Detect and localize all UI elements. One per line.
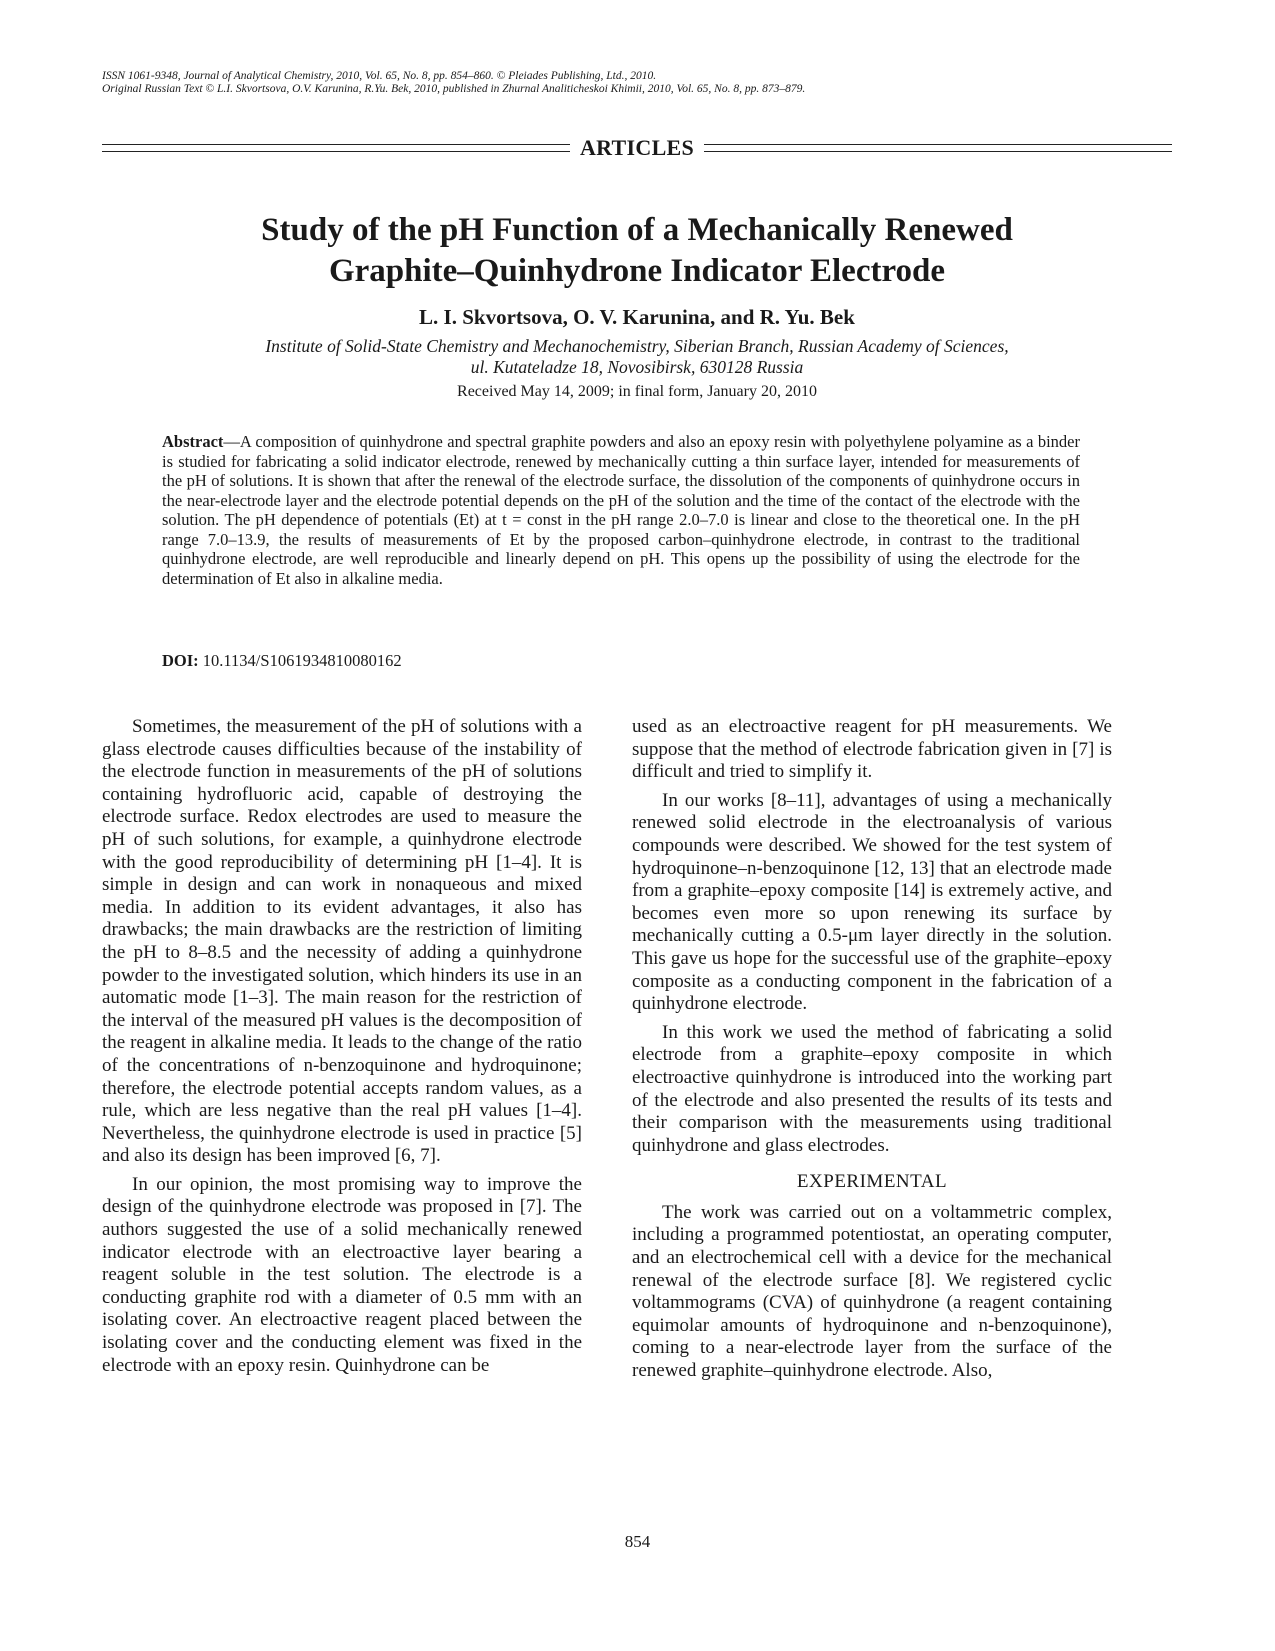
abstract-lead: Abstract — [162, 432, 224, 451]
section-rule-right — [704, 144, 1172, 152]
right-paragraph-4: The work was carried out on a voltammetric complex, including a programmed potentiostat, an operating computer, and an electrochemical cell with a device for the mechanical renewal of the electrode surface [8]. We registered cyclic voltammograms (CVA) of quinhydrone (a reagent containing equimolar amounts of hydroquinone and n-benzoquinone), coming to a near-electrode layer from the surface of the renewed graphite–quinhydrone electrode. Also, — [632, 1201, 1112, 1382]
journal-header-line2: Original Russian Text © L.I. Skvortsova, O.V. Karunina, R.Yu. Bek, 2010, published in Zhurnal Analiticheskoi Khimii, 2010, Vol. 65, No. 8, pp. 873–879. — [102, 83, 806, 95]
abstract — [162, 432, 1080, 588]
affiliation-line2: ul. Kutateladze 18, Novosibirsk, 630128 Russia — [470, 357, 804, 377]
doi — [162, 651, 1080, 671]
left-paragraph-2: In our opinion, the most promising way to improve the design of the quinhydrone electrode was proposed in [7]. The authors suggested the use of a solid mechanically renewed indicator electrode with an electroactive layer bearing a reagent soluble in the test solution. The electrode is a conducting graphite rod with a diameter of 0.5 mm with an isolating cover. An electroactive reagent placed between the isolating cover and the conducting element was fixed in the electrode with an epoxy resin. Quinhydrone can be — [102, 1173, 582, 1376]
doi-lead: DOI: — [162, 651, 199, 670]
journal-header-line1: ISSN 1061-9348, Journal of Analytical Chemistry, 2010, Vol. 65, No. 8, pp. 854–860. © Pleiades Publishing, Ltd., 2010. — [102, 70, 657, 82]
journal-header — [102, 70, 1182, 96]
page-number: 854 — [624, 1532, 651, 1551]
affiliation — [102, 336, 1172, 378]
authors: L. I. Skvortsova, O. V. Karunina, and R. Yu. Bek — [419, 305, 855, 329]
right-paragraph-2: In our works [8–11], advantages of using a mechanically renewed solid electrode in the electroanalysis of various compounds were described. We showed for the test system of hydroquinone–n-benzoquinone [12, 13] that an electrode made from a graphite–epoxy composite [14] is extremely active, and becomes even more so upon renewing its surface by mechanically cutting a 0.5-μm layer directly in the solution. This gave us hope for the successful use of the graphite–epoxy composite as a conducting component in the fabrication of a quinhydrone electrode. — [632, 789, 1112, 1015]
left-column — [102, 716, 582, 1383]
paper-title-line2: Graphite–Quinhydrone Indicator Electrode — [328, 253, 946, 289]
section-heading-experimental: EXPERIMENTAL — [796, 1171, 948, 1193]
paper-title — [102, 210, 1172, 292]
right-paragraph-1: used as an electroactive reagent for pH measurements. We suppose that the method of electrode fabrication given in [7] is difficult and tried to simplify it. — [632, 716, 1112, 783]
abstract-text: —A composition of quinhydrone and spectral graphite powders and also an epoxy resin with polyethylene polyamine as a binder is studied for fabricating a solid indicator electrode, renewed by mechanically cutting a thin surface layer, intended for measurements of the pH of solutions. It is shown that after the renewal of the electrode surface, the dissolution of the components of quinhydrone occurs in the near-electrode layer and the electrode potential depends on the pH of the solution and the time of the contact of the electrode with the solution. The pH dependence of potentials (Et) at t = const in the pH range 2.0–7.0 is linear and close to the theoretical one. In the pH range 7.0–13.9, the results of measurements of Et by the proposed carbon–quinhydrone electrode, in contrast to the traditional quinhydrone electrode, are well reproducible and linearly depend on pH. This opens up the possibility of using the electrode for the determination of Et also in alkaline media. — [162, 432, 1080, 588]
affiliation-line1: Institute of Solid-State Chemistry and Mechanochemistry, Siberian Branch, Russian Academy of Sciences, — [265, 336, 1009, 356]
doi-value: 10.1134/S1061934810080162 — [202, 651, 402, 670]
right-paragraph-3: In this work we used the method of fabricating a solid electrode from a graphite–epoxy composite in which electroactive quinhydrone is introduced into the working part of the electrode and also presented the results of its tests and their comparison with the measurements using traditional quinhydrone and glass electrodes. — [632, 1021, 1112, 1156]
right-column — [632, 716, 1112, 1389]
section-rule-left — [102, 144, 570, 152]
received-dates: Received May 14, 2009; in final form, January 20, 2010 — [457, 383, 817, 400]
section-label: ARTICLES — [579, 135, 695, 160]
left-paragraph-1: Sometimes, the measurement of the pH of solutions with a glass electrode causes difficulties because of the instability of the electrode function in measurements of the pH of solutions containing hydrofluoric acid, capable of destroying the electrode surface. Redox electrodes are used to measure the pH of such solutions, for example, a quinhydrone electrode with the good reproducibility of determining pH [1–4]. It is simple in design and can work in nonaqueous and mixed media. In addition to its evident advantages, it also has drawbacks; the main drawbacks are the restriction of limiting the pH to 8–8.5 and the necessity of adding a quinhydrone powder to the investigated solution, which hinders its use in an automatic mode [1–3]. The main reason for the restriction of the interval of the measured pH values is the decomposition of the reagent in alkaline media. It leads to the change of the ratio of the concentrations of n-benzoquinone and hydroquinone; therefore, the electrode potential accepts random values, as a rule, which are less negative than the real pH values [1–4]. Nevertheless, the quinhydrone electrode is used in practice [5] and also its design has been improved [6, 7]. — [102, 716, 582, 1167]
section-banner — [102, 136, 1172, 160]
paper-title-line1: Study of the pH Function of a Mechanically Renewed — [261, 212, 1013, 248]
